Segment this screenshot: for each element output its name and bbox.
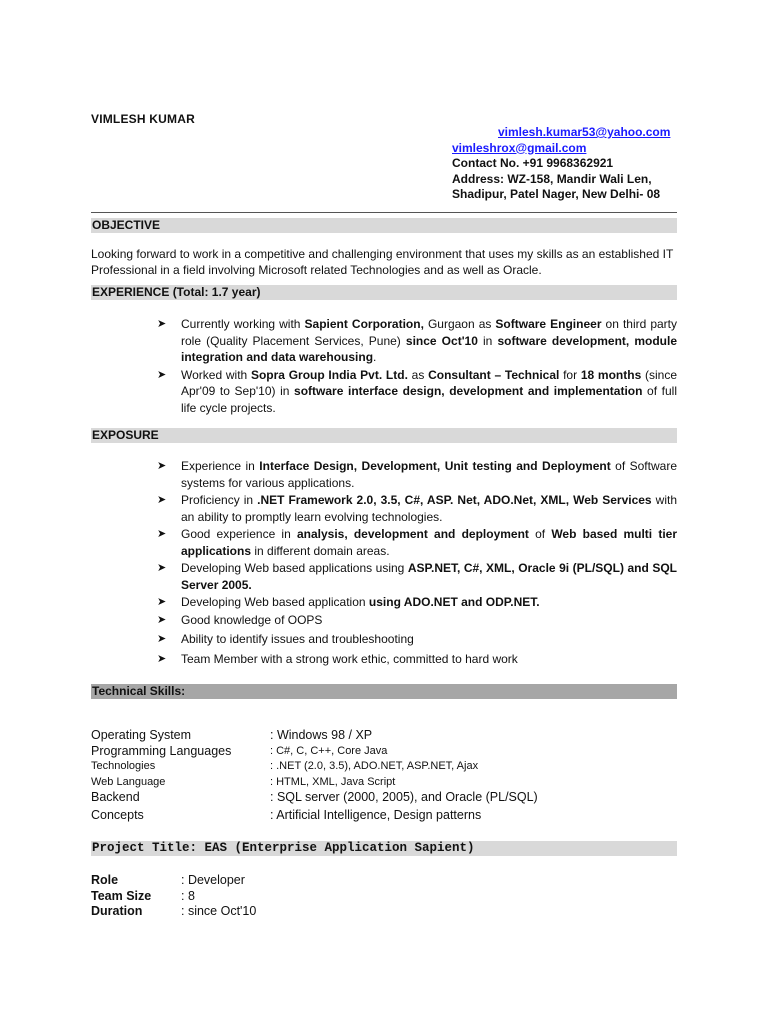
candidate-name: VIMLESH KUMAR [91,112,195,126]
objective-text: Looking forward to work in a competitive and challenging environment that uses my skills as an established IT Professional in a field involving Microsoft related Technologies and as well as Oracle. [91,247,674,277]
skill-row [91,790,651,806]
skill-label: Technologies [91,760,156,772]
skill-label: Concepts [91,807,144,822]
project-row [91,904,256,920]
duration-value: : since Oct'10 [181,904,257,918]
skill-row [91,775,651,791]
arrow-bullet-icon: ➤ [157,318,167,330]
skills-table [91,728,651,823]
arrow-bullet-icon: ➤ [157,613,167,626]
email-link-yahoo[interactable]: vimlesh.kumar53@yahoo.com [498,125,671,139]
project-row [91,873,256,889]
skill-row [91,744,651,760]
list-item: ➤ Ability to identify issues and troubleshooting [157,632,414,646]
address-line-1: Address: WZ-158, Mandir Wali Len, [452,171,652,186]
list-item: ➤ Proficiency in .NET Framework 2.0, 3.5, C#, ASP. Net, ADO.Net, XML, Web Services with an ability to promptly learn evolving technologies. [157,493,677,524]
team-size-value: : 8 [181,888,195,903]
skill-label: Operating System [91,728,192,742]
exposure-heading: EXPOSURE [91,428,677,443]
skill-value: : Artificial Intelligence, Design patterns [270,807,482,822]
skill-label: Web Language [91,775,166,788]
project-title-heading: Project Title: EAS (Enterprise Application Sapient) [91,841,677,856]
arrow-bullet-icon: ➤ [157,368,167,381]
role-value: : Developer [181,873,245,887]
project-row [91,889,256,905]
skill-value: : SQL server (2000, 2005), and Oracle (PL/SQL) [270,790,538,804]
objective-heading: OBJECTIVE [91,218,677,233]
list-item: ➤ Developing Web based application using ADO.NET and ODP.NET. [157,595,540,609]
project-details [91,873,256,920]
arrow-bullet-icon: ➤ [157,562,167,574]
contact-block [452,125,670,203]
experience-list [157,316,677,417]
exposure-list [157,458,677,668]
arrow-bullet-icon: ➤ [157,652,167,665]
skill-value: : Windows 98 / XP [270,728,373,742]
duration-label: Duration [91,904,143,918]
address-line-2: Shadipur, Patel Nager, New Delhi- 08 [452,187,661,201]
list-item: ➤ Team Member with a strong work ethic, committed to hard work [157,651,518,666]
skill-row [91,808,651,824]
arrow-bullet-icon: ➤ [157,633,167,645]
skill-row [91,728,651,744]
list-item: ➤ Currently working with Sapient Corporation, Gurgaon as Software Engineer on third party role (Quality Placement Services, Pune) since Oct'10 in software development, module integration and data warehousing. [157,317,678,364]
arrow-bullet-icon: ➤ [157,528,167,540]
skill-row [91,759,651,775]
skill-label: Programming Languages [91,743,232,758]
list-item: ➤ Good knowledge of OOPS [157,612,323,627]
arrow-bullet-icon: ➤ [157,460,167,472]
contact-number: Contact No. +91 9968362921 [452,156,614,170]
arrow-bullet-icon: ➤ [157,494,167,506]
skill-value: : HTML, XML, Java Script [270,775,396,788]
list-item: ➤ Experience in Interface Design, Development, Unit testing and Deployment of Software systems for various applications. [157,459,677,490]
skill-value: : .NET (2.0, 3.5), ADO.NET, ASP.NET, Ajax [270,760,479,772]
experience-heading: EXPERIENCE (Total: 1.7 year) [91,285,677,300]
skill-label: Backend [91,790,140,804]
role-label: Role [91,873,119,887]
list-item: ➤ Developing Web based applications using ASP.NET, C#, XML, Oracle 9i (PL/SQL) and SQL Server 2005. [157,561,677,592]
skill-value: : C#, C, C++, Core Java [270,744,388,757]
list-item: ➤ Good experience in analysis, development and deployment of Web based multi tier applications in different domain areas. [157,527,677,558]
email-link-gmail[interactable]: vimleshrox@gmail.com [452,140,587,155]
header-divider [91,212,677,213]
list-item: ➤ Worked with Sopra Group India Pvt. Ltd. as Consultant – Technical for 18 months (since Apr'09 to Sep'10) in software interface design, development and implementation of full life cycle projects. [157,367,678,415]
arrow-bullet-icon: ➤ [157,596,167,608]
technical-skills-heading: Technical Skills: [91,684,677,699]
team-size-label: Team Size [91,888,152,903]
